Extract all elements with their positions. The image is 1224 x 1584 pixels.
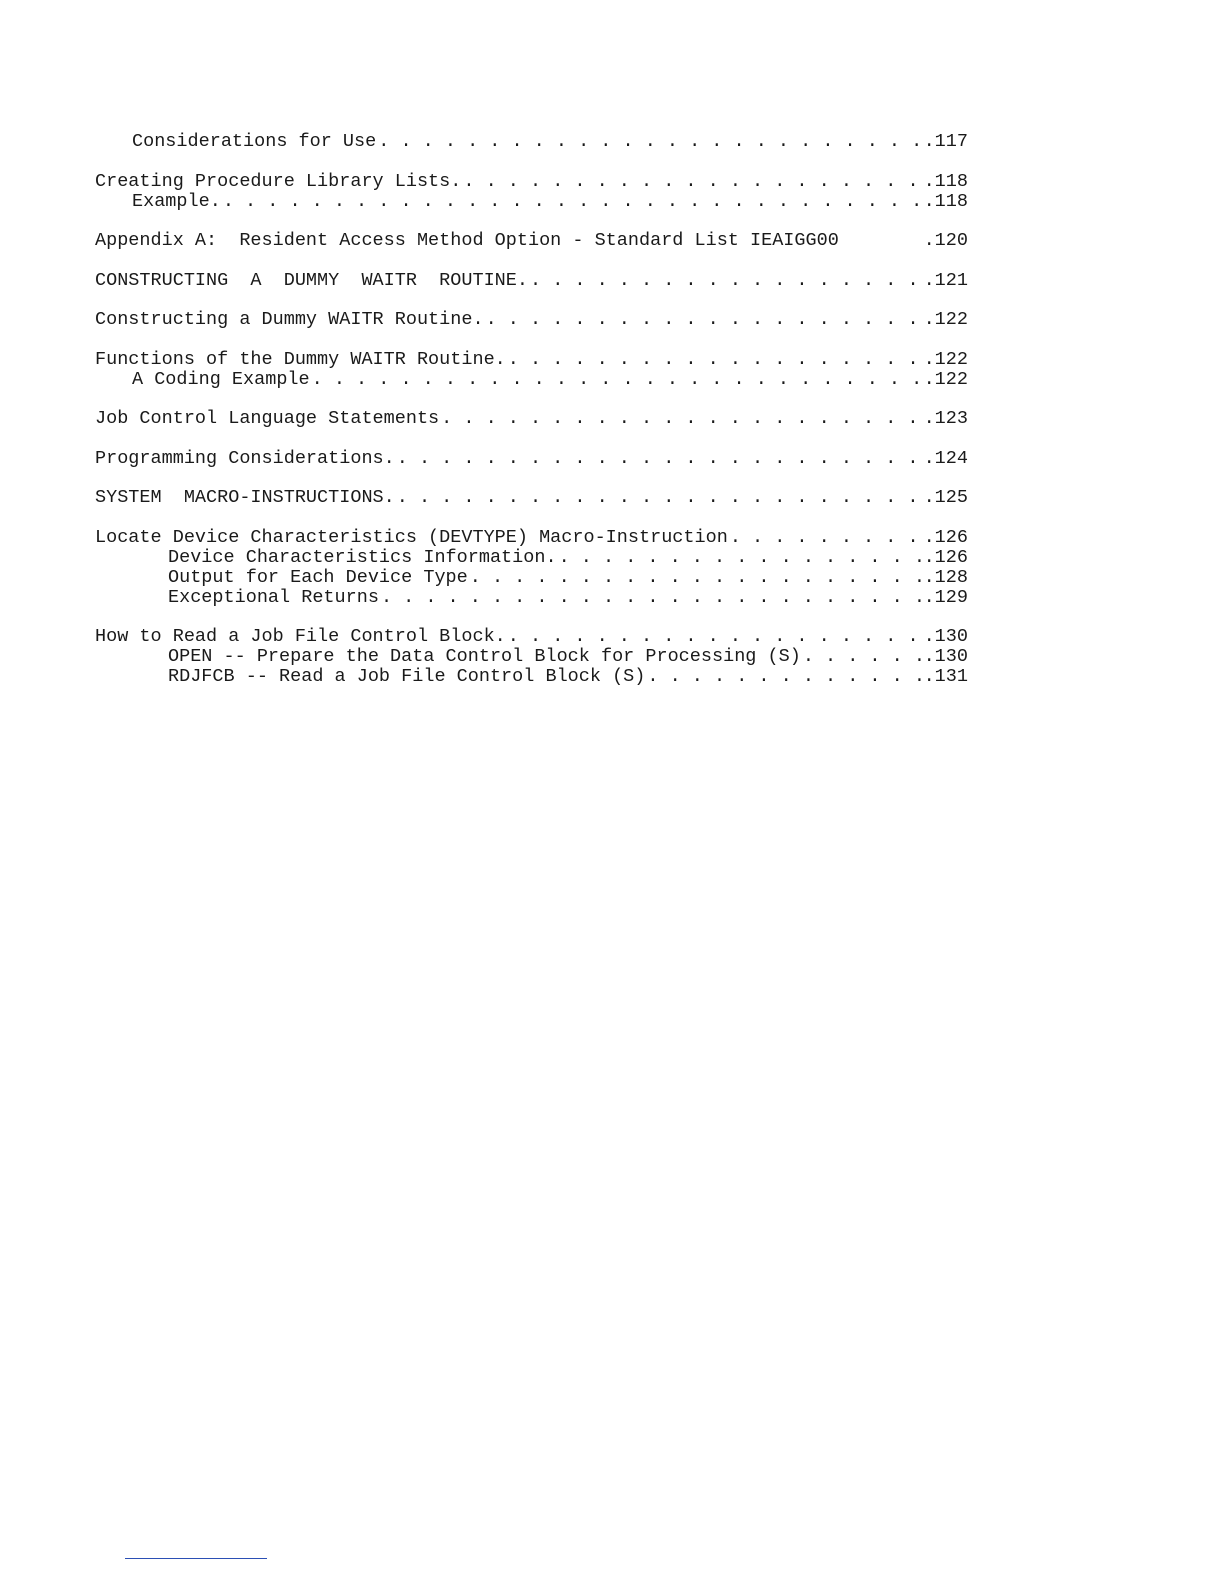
toc-group [95,271,968,291]
dot-leader [223,192,922,212]
toc-entry-title: CONSTRUCTING A DUMMY WAITR ROUTINE. [95,269,528,291]
toc-entry[interactable] [95,449,968,469]
toc-entry[interactable] [95,647,968,667]
toc-entry[interactable] [95,370,968,390]
toc-entry[interactable] [95,627,968,647]
toc-group [95,132,968,152]
toc-entry[interactable] [95,271,968,291]
toc-group [95,627,968,687]
toc-entry-title: Functions of the Dummy WAITR Routine. [95,348,506,370]
dot-leader [470,568,922,588]
dot-leader [397,488,922,508]
toc-entry-title: Constructing a Dummy WAITR Routine. [95,309,484,330]
toc-entry-page: .125 [923,487,968,508]
toc-entry-title: SYSTEM MACRO-INSTRUCTIONS. [95,487,395,508]
toc-entry-title: Device Characteristics Information. [168,546,557,568]
toc-entry-title: A Coding Example [132,368,310,390]
toc-entry[interactable] [95,588,968,608]
toc-entry-title: Programming Considerations. [95,447,395,469]
toc-entry-page: .129 [923,586,968,608]
toc-entry-title: Example. [132,190,221,212]
dot-leader [730,528,922,548]
footer-rule [125,1558,267,1559]
toc-entry-title: Appendix A: Resident Access Method Option - Standard List IEAIGG00 [95,230,839,251]
toc-entry[interactable] [95,528,968,548]
toc-entry[interactable] [95,310,968,330]
toc-group [95,528,968,608]
toc-entry-page: .118 [923,190,968,212]
toc-entry-page: .126 [923,546,968,568]
toc-entry[interactable] [95,488,968,508]
toc-entry[interactable] [95,231,968,251]
toc-entry-title: OPEN -- Prepare the Data Control Block for Processing (S) [168,646,801,667]
toc-entry-title: Creating Procedure Library Lists. [95,170,462,192]
toc-entry[interactable] [95,409,968,429]
toc-entry-page: .117 [923,131,968,152]
dot-leader [530,271,922,291]
toc-entry[interactable] [95,548,968,568]
toc-entry-title: Job Control Language Statements [95,408,440,429]
toc-entry-page: .121 [923,269,968,291]
toc-entry-page: .124 [923,447,968,469]
toc-entry[interactable] [95,350,968,370]
toc-entry-page: .122 [923,309,968,330]
dot-leader [508,350,922,370]
toc-entry-title: Exceptional Returns [168,586,379,608]
dot-leader [486,310,922,330]
dot-leader [397,449,922,469]
toc-entry[interactable] [95,568,968,588]
dot-leader [508,627,922,647]
toc-entry-page: .131 [923,666,968,687]
toc-entry[interactable] [95,667,968,687]
toc-entry-page: .130 [923,626,968,647]
dot-leader [647,667,921,687]
dot-leader [381,588,922,608]
toc-group [95,449,968,469]
toc-entry-page: .123 [923,408,968,429]
table-of-contents [95,132,968,707]
dot-leader [378,132,921,152]
dot-leader [463,172,921,192]
dot-leader [803,647,922,667]
toc-entry[interactable] [95,132,968,152]
toc-group [95,231,968,251]
toc-group [95,310,968,330]
toc-entry-page: .126 [923,526,968,548]
toc-entry-title: How to Read a Job File Control Block. [95,626,506,647]
toc-entry[interactable] [95,172,968,192]
toc-group [95,409,968,429]
toc-entry-page: .118 [923,170,968,192]
toc-group [95,172,968,212]
dot-leader [312,370,922,390]
toc-entry-page: .122 [923,348,968,370]
toc-entry-page: .128 [923,566,968,588]
toc-entry-title: RDJFCB -- Read a Job File Control Block (S) [168,666,646,687]
toc-entry-page: .122 [923,368,968,390]
toc-group [95,350,968,390]
toc-entry-title: Output for Each Device Type [168,566,468,588]
dot-leader [441,409,921,429]
toc-entry-page: .130 [923,646,968,667]
toc-entry-title: Considerations for Use [132,131,377,152]
dot-leader [559,548,922,568]
toc-entry[interactable] [95,192,968,212]
toc-entry-title: Locate Device Characteristics (DEVTYPE) Macro-Instruction [95,526,728,548]
toc-group [95,488,968,508]
toc-entry-page: .120 [923,230,968,251]
